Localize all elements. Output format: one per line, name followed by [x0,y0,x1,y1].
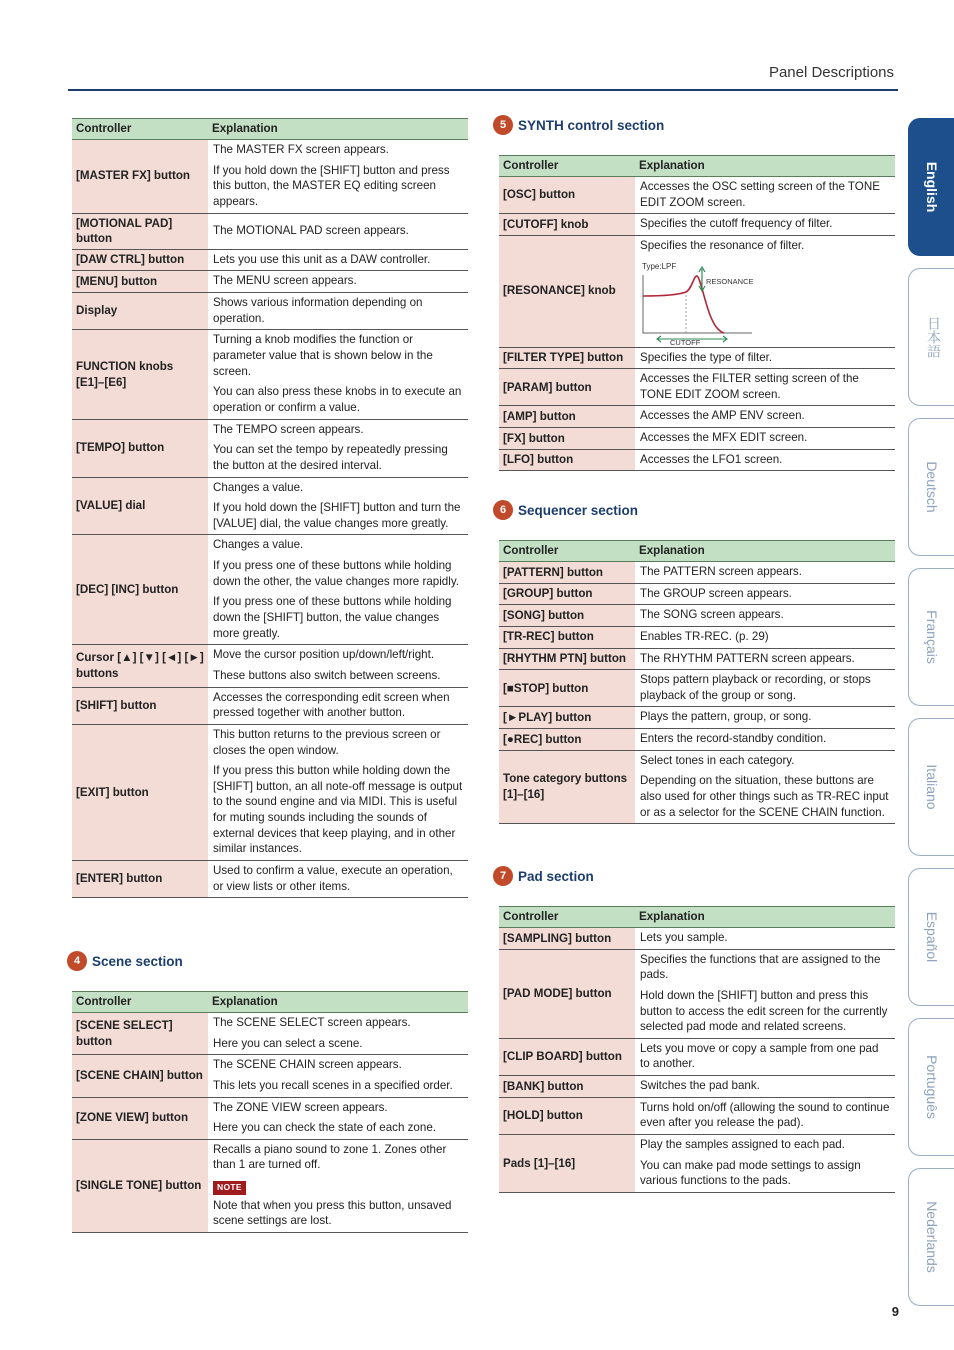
table-row [72,293,468,330]
language-tab-espanol[interactable] [908,868,954,1006]
table-row [72,1139,468,1232]
table-row [499,369,895,406]
controller-explanation [208,1097,468,1139]
controller-name: [ZONE VIEW] button [72,1097,208,1139]
language-tab-italiano[interactable] [908,718,954,856]
language-tab-label: Nederlands [924,1201,940,1273]
controller-name: FUNCTION knobs [E1]–[E6] [72,330,208,419]
controller-name: [PARAM] button [499,369,635,406]
controller-name: Tone category buttons [1]–[16] [499,750,635,824]
graph-type-label: Type:LPF [642,261,677,271]
table-row [72,477,468,535]
controller-name: [■STOP] button [499,670,635,707]
controller-explanation [635,1038,895,1075]
explanation-text: Accesses the AMP ENV screen. [640,409,805,423]
column-header-controller: Controller [499,156,635,177]
controller-explanation [635,729,895,751]
table-row [72,1013,468,1055]
table-row [499,1097,895,1134]
table-row [499,605,895,627]
explanation-text: Depending on the situation, these buttons are also used for other things such as TR-REC input or as a selector for the SCENE CHAIN function. [640,774,889,819]
controller-name: [RHYTHM PTN] button [499,648,635,670]
controller-name: [PAD MODE] button [499,949,635,1038]
controller-name: [DAW CTRL] button [72,249,208,271]
controller-explanation [635,428,895,450]
explanation-text: You can make pad mode settings to assign various functions to the pads. [640,1158,861,1188]
table-row [72,1097,468,1139]
table-row [72,860,468,897]
column-header-explanation: Explanation [635,156,895,177]
controller-explanation [635,1097,895,1134]
explanation-text: Used to confirm a value, execute an operation, or view lists or other items. [213,863,453,893]
explanation-text: Move the cursor position up/down/left/right. [213,648,435,662]
controller-explanation [208,477,468,535]
section-heading-scene [67,951,183,971]
controller-name: [FX] button [499,428,635,450]
section-title: Pad section [518,868,594,884]
explanation-text: Specifies the cutoff frequency of filter. [640,217,833,231]
controller-name: [FILTER TYPE] button [499,347,635,369]
controller-name: [OSC] button [499,177,635,214]
controller-name: [EXIT] button [72,724,208,860]
explanation-text: Here you can select a scene. [213,1036,363,1050]
controller-name: [GROUP] button [499,583,635,605]
table-row [499,235,895,347]
explanation-text: Recalls a piano sound to zone 1. Zones other than 1 are turned off. [213,1142,447,1172]
table-row [72,724,468,860]
explanation-text: You can set the tempo by repeatedly pressing the button at the desired interval. [213,443,448,472]
explanation-text: Select tones in each category. [640,753,795,767]
explanation-text: Accesses the OSC setting screen of the TONE EDIT ZOOM screen. [640,180,880,209]
table-row [499,562,895,584]
explanation-text: If you press one of these buttons while holding down the other, the value changes more rapidly. [213,559,459,588]
table-row [499,670,895,707]
controller-explanation [635,750,895,824]
explanation-text: Lets you move or copy a sample from one pad to another. [640,1041,879,1071]
table-row [499,406,895,428]
explanation-text: Shows various information depending on operation. [213,296,423,325]
explanation-text: Here you can check the state of each zone. [213,1121,436,1135]
controller-explanation [208,1055,468,1097]
controller-explanation [635,1135,895,1193]
controller-name: [SONG] button [499,605,635,627]
controller-explanation [635,949,895,1038]
controller-explanation [208,249,468,271]
table-row [499,729,895,751]
explanation-text: Specifies the type of filter. [640,350,773,364]
page-header-title: Panel Descriptions [768,64,894,81]
controller-name: [CLIP BOARD] button [499,1038,635,1075]
language-tab-portugues[interactable] [908,1018,954,1156]
controller-name: [TEMPO] button [72,419,208,477]
controller-name: [ENTER] button [72,860,208,897]
explanation-text: If you hold down the [SHIFT] button and press this button, the MASTER EQ editing screen appears. [213,163,450,208]
table-row [72,687,468,724]
language-tab-label: 日本語 [926,316,942,358]
table-row [72,330,468,419]
controller-name: [AMP] button [499,406,635,428]
controller-explanation [635,605,895,627]
table-row [499,750,895,824]
explanation-text: Hold down the [SHIFT] button and press this button to access the edit screen for the currently selected pad mode and related screens. [640,988,888,1034]
explanation-text: You can also press these knobs in to execute an operation or confirm a value. [213,385,462,414]
column-header-explanation: Explanation [635,907,895,928]
table-row [72,249,468,271]
explanation-text: Enters the record-standby condition. [640,732,827,746]
language-tab-label: Italiano [924,764,940,810]
section-number-badge: 6 [493,500,513,520]
language-tab-label: Deutsch [924,461,940,513]
explanation-text: Play the samples assigned to each pad. [640,1138,845,1152]
explanation-text: Changes a value. [213,480,304,494]
section-title: Scene section [92,953,183,969]
controller-name: Display [72,293,208,330]
table-row [499,1038,895,1075]
explanation-text: The ZONE VIEW screen appears. [213,1100,388,1114]
column-header-explanation: Explanation [208,119,468,140]
table-row [72,213,468,249]
controller-name: [MASTER FX] button [72,140,208,214]
table-row [72,419,468,477]
controller-name: [MENU] button [72,271,208,293]
language-tab-japanese[interactable] [908,268,954,406]
controller-explanation [208,535,468,645]
section-number-badge: 5 [493,115,513,135]
controller-name: [SAMPLING] button [499,928,635,950]
controller-explanation [635,583,895,605]
controller-explanation [208,271,468,293]
controller-name: [HOLD] button [499,1097,635,1134]
explanation-text: Switches the pad bank. [640,1079,760,1093]
explanation-text: The MASTER FX screen appears. [213,143,389,156]
controller-name: [TR-REC] button [499,626,635,648]
controller-name: [DEC] [INC] button [72,535,208,645]
controller-explanation [635,406,895,428]
controller-explanation [635,235,895,347]
explanation-text: These buttons also switch between screens. [213,668,441,682]
language-tab-label: Français [924,610,940,664]
explanation-text: Accesses the FILTER setting screen of the TONE EDIT ZOOM screen. [640,372,859,401]
controller-table-scene [72,991,468,1233]
language-tab-nederlands[interactable] [908,1168,954,1306]
explanation-text: If you press one of these buttons while holding down the [SHIFT] button, the value changes more greatly. [213,595,452,640]
explanation-text: The SONG screen appears. [640,608,784,622]
controller-explanation [208,213,468,249]
column-header-explanation: Explanation [208,992,468,1013]
table-row [499,1135,895,1193]
table-row [499,626,895,648]
explanation-text: Specifies the functions that are assigned to the pads. [640,952,881,982]
controller-name: [►PLAY] button [499,707,635,729]
controller-explanation [635,707,895,729]
controller-explanation [208,1139,468,1232]
table-row [499,928,895,950]
column-header-explanation: Explanation [635,541,895,562]
table-row [72,1055,468,1097]
explanation-text: The GROUP screen appears. [640,586,792,600]
controller-name: [CUTOFF] knob [499,214,635,236]
controller-name: [●REC] button [499,729,635,751]
table-row [499,583,895,605]
explanation-text: The PATTERN screen appears. [640,565,802,578]
table-row [499,707,895,729]
section-heading-pad [493,866,594,886]
table-row [499,449,895,471]
explanation-text: The TEMPO screen appears. [213,422,364,436]
explanation-text: This lets you recall scenes in a specified order. [213,1078,453,1092]
controller-table-sequencer [499,540,895,824]
column-header-controller: Controller [499,541,635,562]
controller-explanation [635,626,895,648]
explanation-text: Plays the pattern, group, or song. [640,710,812,724]
graph-cutoff-label: CUTOFF [670,337,701,345]
controller-explanation [208,293,468,330]
column-header-controller: Controller [72,119,208,140]
controller-explanation [635,177,895,214]
section-number-badge: 4 [67,951,87,971]
graph-resonance-label: RESONANCE [706,276,754,286]
header-rule [68,89,898,91]
controller-explanation [208,687,468,724]
controller-name: [LFO] button [499,449,635,471]
controller-name: [SHIFT] button [72,687,208,724]
controller-explanation [635,928,895,950]
controller-explanation [635,1076,895,1098]
explanation-text: Accesses the LFO1 screen. [640,452,783,466]
table-row [499,347,895,369]
table-row [499,428,895,450]
explanation-text: Stops pattern playback or recording, or stops playback of the group or song. [640,673,871,702]
table-row [499,648,895,670]
section-title: Sequencer section [518,502,639,518]
controller-explanation [635,369,895,406]
explanation-text: Accesses the corresponding edit screen when pressed together with another button. [213,690,450,720]
explanation-text: Turns hold on/off (allowing the sound to continue even after you release the pad). [640,1100,890,1130]
table-row [72,271,468,293]
controller-explanation [208,1013,468,1055]
explanation-text: If you press this button while holding down the [SHIFT] button, an all note-off message is output to the sound engine and via MIDI. This is useful for muting sounds including the sounds of external devices that keep playing, and in other similar instances. [213,764,463,856]
note-text: Note that when you press this button, unsaved scene settings are lost. [213,1198,452,1228]
explanation-text: The SCENE SELECT screen appears. [213,1016,411,1029]
explanation-text: The MENU screen appears. [213,274,357,288]
table-row [499,214,895,236]
controller-name: [SCENE SELECT] button [72,1013,208,1055]
language-tab-english[interactable] [908,118,954,256]
explanation-text: Lets you sample. [640,931,728,944]
filter-resonance-graph [640,259,760,345]
controller-name: [MOTIONAL PAD] button [72,213,208,249]
controller-explanation [208,419,468,477]
controller-explanation [635,449,895,471]
explanation-text: The MOTIONAL PAD screen appears. [213,223,409,237]
section-number-badge: 7 [493,866,513,886]
controller-name: [BANK] button [499,1076,635,1098]
controller-table-pad [499,906,895,1193]
controller-explanation [208,330,468,419]
controller-name: [VALUE] dial [72,477,208,535]
section-title: SYNTH control section [518,117,665,133]
controller-explanation [208,140,468,214]
explanation-text: If you hold down the [SHIFT] button and turn the [VALUE] dial, the value changes more greatly. [213,501,461,530]
controller-name: [RESONANCE] knob [499,235,635,347]
controller-name: Cursor [▲] [▼] [◄] [►] buttons [72,645,208,687]
language-tab-label: Español [924,911,940,963]
controller-explanation [208,860,468,897]
language-tab-francais[interactable] [908,568,954,706]
controller-table-synth [499,155,895,471]
explanation-text: Accesses the MFX EDIT screen. [640,431,808,445]
explanation-text: The SCENE CHAIN screen appears. [213,1058,402,1072]
explanation-text: This button returns to the previous screen or closes the open window. [213,727,441,757]
controller-explanation [208,724,468,860]
explanation-text: Enables TR-REC. (p. 29) [640,629,769,643]
explanation-text: Turning a knob modifies the function or parameter value that is shown below in the screen. [213,333,433,378]
note-badge: NOTE [213,1181,246,1194]
table-row [72,535,468,645]
table-row [72,645,468,687]
section-heading-synth [493,115,664,135]
column-header-controller: Controller [499,907,635,928]
table-row [499,1076,895,1098]
controller-name: [SINGLE TONE] button [72,1139,208,1232]
controller-name: Pads [1]–[16] [499,1135,635,1193]
page-number: 9 [891,1304,899,1319]
explanation-text: Changes a value. [213,538,304,552]
controller-table-main [72,118,468,898]
language-tab-label: Português [924,1055,940,1119]
controller-name: [SCENE CHAIN] button [72,1055,208,1097]
explanation-text: Lets you use this unit as a DAW controller. [213,252,431,266]
controller-explanation [635,347,895,369]
column-header-controller: Controller [72,992,208,1013]
table-row [499,949,895,1038]
language-tab-deutsch[interactable] [908,418,954,556]
controller-explanation [635,648,895,670]
controller-explanation [635,670,895,707]
table-row [72,140,468,214]
controller-name: [PATTERN] button [499,562,635,584]
language-tab-label: English [924,161,940,213]
controller-explanation [635,562,895,584]
table-row [499,177,895,214]
explanation-text: Specifies the resonance of filter. [640,238,805,252]
controller-explanation [635,214,895,236]
explanation-text: The RHYTHM PATTERN screen appears. [640,651,855,665]
section-heading-sequencer [493,500,638,520]
resonance-arrow-icon [699,267,705,291]
controller-explanation [208,645,468,687]
